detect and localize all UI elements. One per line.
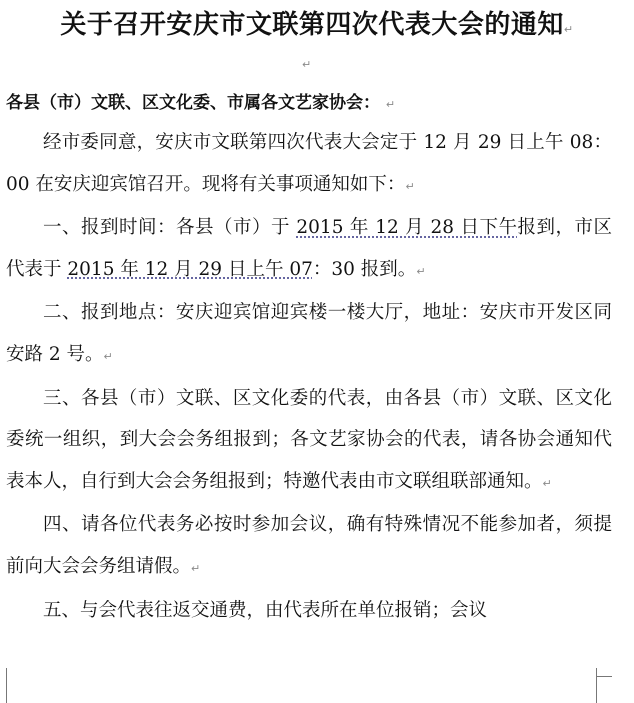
paragraph-intro [6, 122, 612, 207]
page-corner-marker-left [6, 668, 17, 703]
salutation-text: 各县（市）文联、区文化委、市属各文艺家协会： [6, 93, 380, 113]
paragraph-text: 报到，市区代表于 [6, 217, 612, 280]
paragraph-travel-expenses [6, 590, 612, 632]
paragraph-text: 三、各县（市）文联、区文化委的代表，由各县（市）文联、区文化委统一组织，到大会会务组报到；各文艺家协会的代表，请各协会通知代表本人，自行到大会会务组报到；特邀代表由市文联组联部通知。 [6, 387, 612, 492]
paragraph-delegates [6, 378, 612, 505]
paragraph-mark-icon: ↵ [385, 98, 396, 111]
page-corner-marker-right [596, 668, 607, 703]
document-title [0, 4, 634, 41]
paragraph-mark-icon: ↵ [103, 349, 113, 363]
paragraph-text: 二、报到地点：安庆迎宾馆迎宾楼一楼大厅，地址：安庆市开发区同安路 2 号。 [6, 302, 612, 365]
paragraph-registration-place [6, 292, 612, 377]
paragraph-mark-icon: ↵ [191, 561, 201, 575]
paragraph-mark-icon: ↵ [416, 264, 426, 278]
paragraph-mark-icon: ↵ [405, 179, 415, 193]
paragraph-attendance [6, 504, 612, 589]
salutation [6, 88, 395, 113]
document-body [6, 122, 612, 631]
paragraph-text: 经市委同意，安庆市文联第四次代表大会定于 12 月 29 日上午 08：00 在安庆迎宾馆召开。现将有关事项通知如下： [6, 132, 612, 195]
city-registration-date: 2015 年 12 月 29 日上午 07 [67, 258, 313, 280]
paragraph-text: 五、与会代表往返交通费，由代表所在单位报销；会议 [43, 599, 488, 621]
paragraph-registration-time [6, 207, 612, 292]
page-corner-marker-right-horizontal [596, 676, 612, 677]
county-registration-date: 2015 年 12 月 28 日下午 [296, 217, 518, 239]
paragraph-mark-icon: ↵ [542, 476, 552, 490]
paragraph-mark-icon: ↵ [563, 23, 574, 36]
paragraph-text: 一、报到时间：各县（市）于 [43, 217, 297, 239]
paragraph-text: ：30 报到。 [312, 258, 417, 280]
paragraph-mark-icon: ↵ [302, 58, 312, 71]
paragraph-text: 四、请各位代表务必按时参加会议，确有特殊情况不能参加者，须提前向大会会务组请假。 [6, 514, 612, 577]
title-text: 关于召开安庆市文联第四次代表大会的通知 [60, 10, 564, 40]
